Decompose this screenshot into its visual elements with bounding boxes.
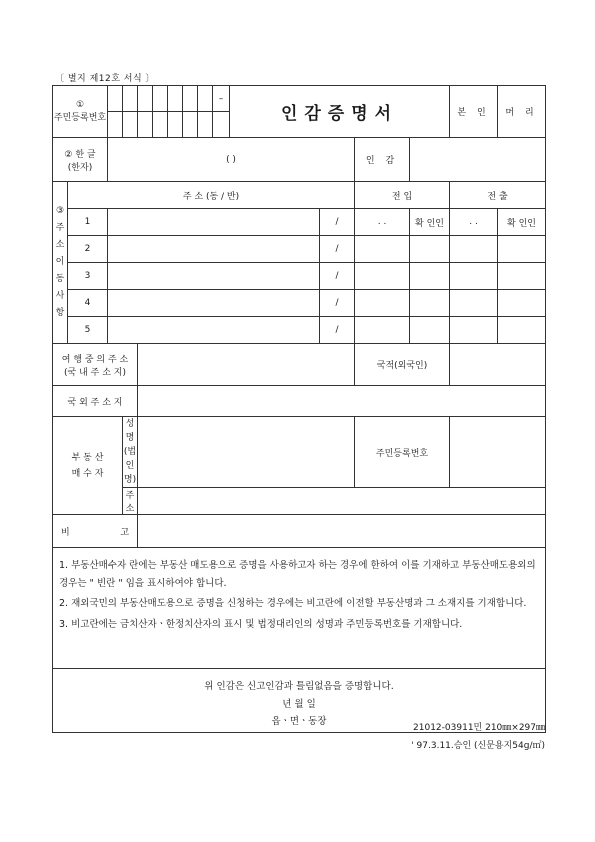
rrn-digit-10[interactable] — [138, 112, 153, 138]
address-history-label: 주소이동사항 — [55, 223, 65, 318]
move-in-confirm[interactable] — [410, 317, 450, 344]
move-out-confirm[interactable] — [498, 236, 546, 263]
address-slash: / — [320, 263, 355, 290]
move-out-header: 전 출 — [450, 182, 546, 209]
address-row-number: 5 — [68, 317, 108, 344]
rrn-label-cell — [53, 86, 108, 138]
nationality-field[interactable] — [450, 344, 546, 386]
name-field[interactable] — [108, 138, 355, 182]
rrn-digit-13[interactable] — [183, 112, 198, 138]
note-item: 3. 비고란에는 금치산자ㆍ한정치산자의 표시 및 법정대리인의 성명과 주민등록번호를 기재합니다. — [59, 618, 463, 630]
address-slash: / — [320, 236, 355, 263]
certification-statement: 위 인감은 신고인감과 틀림없음을 증명합니다. — [204, 681, 394, 692]
address-row-number: 4 — [68, 290, 108, 317]
address-field[interactable] — [108, 263, 320, 290]
seal-field[interactable] — [410, 138, 546, 182]
travel-address-sublabel: (국 내 주 소 지) — [64, 367, 126, 378]
move-out-date[interactable]: . . — [450, 209, 498, 236]
rrn-digit-4[interactable] — [153, 86, 168, 112]
move-in-date[interactable] — [355, 290, 410, 317]
rrn-label: 주민등록번호 — [53, 113, 107, 123]
address-slash: / — [320, 317, 355, 344]
address-row — [53, 236, 546, 263]
move-out-date[interactable] — [450, 317, 498, 344]
buyer-corp-name-label: (법인명) — [123, 447, 137, 485]
address-row — [53, 317, 546, 344]
rrn-digit-1[interactable] — [108, 86, 123, 112]
item-number-1: ① — [75, 100, 85, 110]
name-label: ② 한 글 — [64, 149, 96, 160]
move-out-date[interactable] — [450, 263, 498, 290]
rrn-digit-12[interactable] — [168, 112, 183, 138]
move-in-confirm[interactable] — [410, 263, 450, 290]
remarks-label-left: 비 — [61, 528, 70, 538]
buyer-label-line2: 매 수 자 — [71, 468, 104, 479]
address-slash: / — [320, 290, 355, 317]
rrn-digit-9[interactable] — [123, 112, 138, 138]
address-field[interactable] — [108, 317, 320, 344]
rrn-digit-3[interactable] — [138, 86, 153, 112]
rrn-digit-11[interactable] — [153, 112, 168, 138]
move-in-confirm[interactable] — [410, 290, 450, 317]
address-field[interactable] — [108, 209, 320, 236]
rrn-digit-5[interactable] — [168, 86, 183, 112]
seal-certificate-form — [52, 85, 546, 733]
buyer-label-line1: 부 동 산 — [71, 452, 104, 463]
buyer-label-cell — [53, 417, 123, 515]
seal-label: 인 감 — [355, 138, 410, 182]
address-slash: / — [320, 209, 355, 236]
move-in-date[interactable]: . . — [355, 209, 410, 236]
move-in-date[interactable] — [355, 236, 410, 263]
note-item: 2. 재외국민의 부동산매도용으로 증명을 신청하는 경우에는 비고란에 이전할 부동산명과 그 소재지를 기재합니다. — [59, 598, 527, 609]
hanja-parentheses: ( ) — [226, 154, 236, 165]
move-out-confirm[interactable]: 확 인인 — [498, 209, 546, 236]
address-header: 주 소 (동 / 반) — [68, 182, 355, 209]
move-in-date[interactable] — [355, 263, 410, 290]
move-out-confirm[interactable] — [498, 263, 546, 290]
remarks-label-right: 고 — [120, 528, 130, 538]
document-title: 인감증명서 — [280, 104, 399, 124]
nationality-label: 국적(외국인) — [355, 344, 450, 386]
overseas-address-label: 국 외 주 소 지 — [53, 386, 138, 417]
rrn-digit-2[interactable] — [123, 86, 138, 112]
move-in-confirm[interactable] — [410, 236, 450, 263]
move-in-header: 전 입 — [355, 182, 450, 209]
rrn-digit-6[interactable] — [183, 86, 198, 112]
buyer-address-field[interactable] — [138, 488, 546, 515]
move-out-date[interactable] — [450, 290, 498, 317]
form-code: 21012-03911민 210㎜×297㎜ — [413, 723, 545, 733]
address-row — [53, 263, 546, 290]
remarks-label-cell — [53, 515, 138, 548]
certification-date: 년 월 일 — [282, 698, 316, 710]
move-in-confirm[interactable]: 확 인인 — [410, 209, 450, 236]
self-label: 본 인 — [450, 86, 498, 138]
item-number-3: ③ — [55, 206, 65, 216]
address-row — [53, 209, 546, 236]
rrn-digit-8[interactable] — [108, 112, 123, 138]
remarks-field[interactable] — [138, 515, 546, 548]
move-in-date[interactable] — [355, 317, 410, 344]
rrn-digit-15[interactable] — [213, 112, 230, 138]
note-item: 1. 부동산매수자 란에는 부동산 매도용으로 증명을 사용하고자 하는 경우에 한하여 이를 기재하고 부동산매도용외의 경우는 " 빈란 " 임을 표시하여야 합니다. — [59, 560, 536, 589]
name-label-cell — [53, 138, 108, 182]
certification-issuer: 읍ㆍ면ㆍ동장 — [271, 716, 327, 727]
address-field[interactable] — [108, 290, 320, 317]
approval-info: ' 97.3.11.승인 (신문용지54g/㎡) — [411, 741, 545, 751]
address-row-number: 2 — [68, 236, 108, 263]
address-row — [53, 290, 546, 317]
form-number-label: 〔 별지 제12호 서식 〕 — [55, 74, 156, 84]
travel-address-label-cell — [53, 344, 138, 386]
move-out-date[interactable] — [450, 236, 498, 263]
move-out-confirm[interactable] — [498, 317, 546, 344]
buyer-rrn-field[interactable] — [450, 417, 546, 488]
buyer-name-label-cell — [123, 417, 138, 488]
rrn-dash: – — [213, 86, 230, 112]
address-history-side-cell — [53, 182, 68, 344]
notes-cell — [53, 548, 546, 669]
rrn-digit-7[interactable] — [198, 86, 213, 112]
overseas-address-field[interactable] — [138, 386, 546, 417]
name-hanja-label: (한자) — [67, 162, 93, 173]
buyer-rrn-label: 주민등록번호 — [355, 417, 450, 488]
address-row-number: 3 — [68, 263, 108, 290]
buyer-name-field[interactable] — [138, 417, 355, 488]
document-title-cell — [230, 86, 450, 138]
travel-address-label: 여 행 중 의 주 소 — [61, 354, 129, 365]
address-row-number: 1 — [68, 209, 108, 236]
address-field[interactable] — [108, 236, 320, 263]
travel-address-field[interactable] — [138, 344, 355, 386]
buyer-name-label: 성 명 — [125, 419, 135, 443]
hair-label: 머 리 — [498, 86, 546, 138]
rrn-digit-14[interactable] — [198, 112, 213, 138]
buyer-address-label: 주 소 — [123, 488, 138, 515]
move-out-confirm[interactable] — [498, 290, 546, 317]
